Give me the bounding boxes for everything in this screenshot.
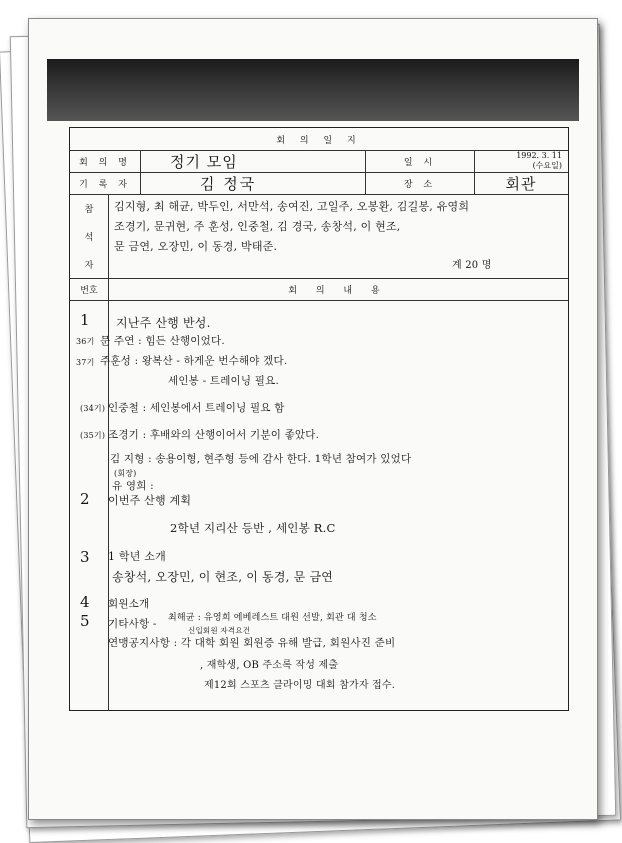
title-row <box>70 128 568 151</box>
item-4-title: 회원소개 <box>108 598 150 610</box>
date-label: 일 시 <box>366 150 475 172</box>
item-3a: 송창석, 오장민, 이 현조, 이 동경, 문 금연 <box>112 570 334 584</box>
item-5-number: 5 <box>80 612 90 630</box>
place-value: 회관 <box>505 174 537 193</box>
item-1h: 유 영희 : <box>112 480 154 492</box>
date-day: (수요일) <box>532 161 562 170</box>
recorder-value: 김 정국 <box>200 174 257 193</box>
attendees-label-2: 석 <box>84 232 94 243</box>
item-2-number: 2 <box>80 490 90 508</box>
item-1b: 주훈성 : 왕복산 - 하게운 번수해야 겠다. <box>100 355 288 367</box>
attendees-label-3: 자 <box>84 260 94 271</box>
attendees-total: 계 20 명 <box>452 260 492 271</box>
content-header-row <box>70 278 568 301</box>
item-1d: 인중철 : 세인봉에서 트레이닝 필요 함 <box>108 402 285 414</box>
attendees-label-1: 참 <box>84 204 94 215</box>
item-5d: 제12회 스포츠 클라이밍 대회 참가자 접수. <box>204 680 396 691</box>
item-5-title: 기타사항 - <box>108 618 157 630</box>
recorder-row <box>70 172 568 195</box>
attendees-row <box>70 194 568 279</box>
number-column-label: 번호 <box>70 278 109 300</box>
item-4-number: 4 <box>80 593 90 611</box>
content-column-label: 회 의 내 용 <box>288 285 388 296</box>
meeting-value: 정기 모임 <box>170 152 238 171</box>
meeting-label: 회 의 명 <box>70 150 141 172</box>
item-1a: 문 주연 : 힘든 산행이었다. <box>100 335 225 347</box>
item-1b-prefix: 37기 <box>76 358 95 367</box>
attendees-line-1: 김지형, 최 해균, 박두인, 서만석, 송여진, 고일주, 오봉환, 김길봉, 유영희 <box>114 200 470 213</box>
meeting-row <box>70 150 568 173</box>
form-title: 회 의 일 지 <box>276 135 362 146</box>
item-1d-prefix: (34기) <box>80 404 106 413</box>
item-3-number: 3 <box>80 548 90 566</box>
item-3-title: 1 학년 소개 <box>108 550 166 563</box>
item-2a: 2학년 지리산 등반 , 세인봉 R.C <box>170 521 336 535</box>
date-value: 1992. 3. 11 <box>516 151 562 160</box>
item-5b-note: 신입회원 자격요건 <box>188 626 251 635</box>
attendees-line-2: 조경기, 문귀현, 주 훈성, 인중철, 김 경국, 송창석, 이 현조, <box>114 220 401 233</box>
meeting-log-form <box>69 127 569 711</box>
item-1c: 세인봉 - 트레이닝 필요. <box>168 375 279 387</box>
attendees-line-3: 문 금연, 오장민, 이 동경, 박태준. <box>114 240 278 253</box>
item-5a-note: 최해균 : 유영희 에베레스트 대원 선발, 회관 대 청소 <box>168 613 377 623</box>
recorder-label: 기 록 자 <box>70 172 141 194</box>
item-1g: (회장) <box>114 469 137 478</box>
item-1-number: 1 <box>80 311 90 329</box>
item-5c: , 재학생, OB 주소록 작성 제출 <box>200 660 339 671</box>
item-2-title: 이번주 산행 계획 <box>108 494 192 507</box>
item-1f: 김 지형 : 송용이형, 현주형 등에 감사 한다. 1학년 참여가 있었다 <box>110 453 412 465</box>
item-1e: 조경기 : 후배와의 산행이어서 기분이 좋았다. <box>108 429 320 441</box>
scanned-page <box>28 18 598 820</box>
scan-shadow-bar <box>47 59 579 121</box>
item-1-title: 지난주 산행 반성. <box>116 316 211 330</box>
item-5b: 연맹공지사항 : 각 대학 회원 회원증 유해 발급, 회원사진 준비 <box>108 637 396 649</box>
item-1e-prefix: (35기) <box>80 431 106 440</box>
item-1a-prefix: 36기 <box>76 337 95 346</box>
place-label: 장 소 <box>366 172 475 194</box>
